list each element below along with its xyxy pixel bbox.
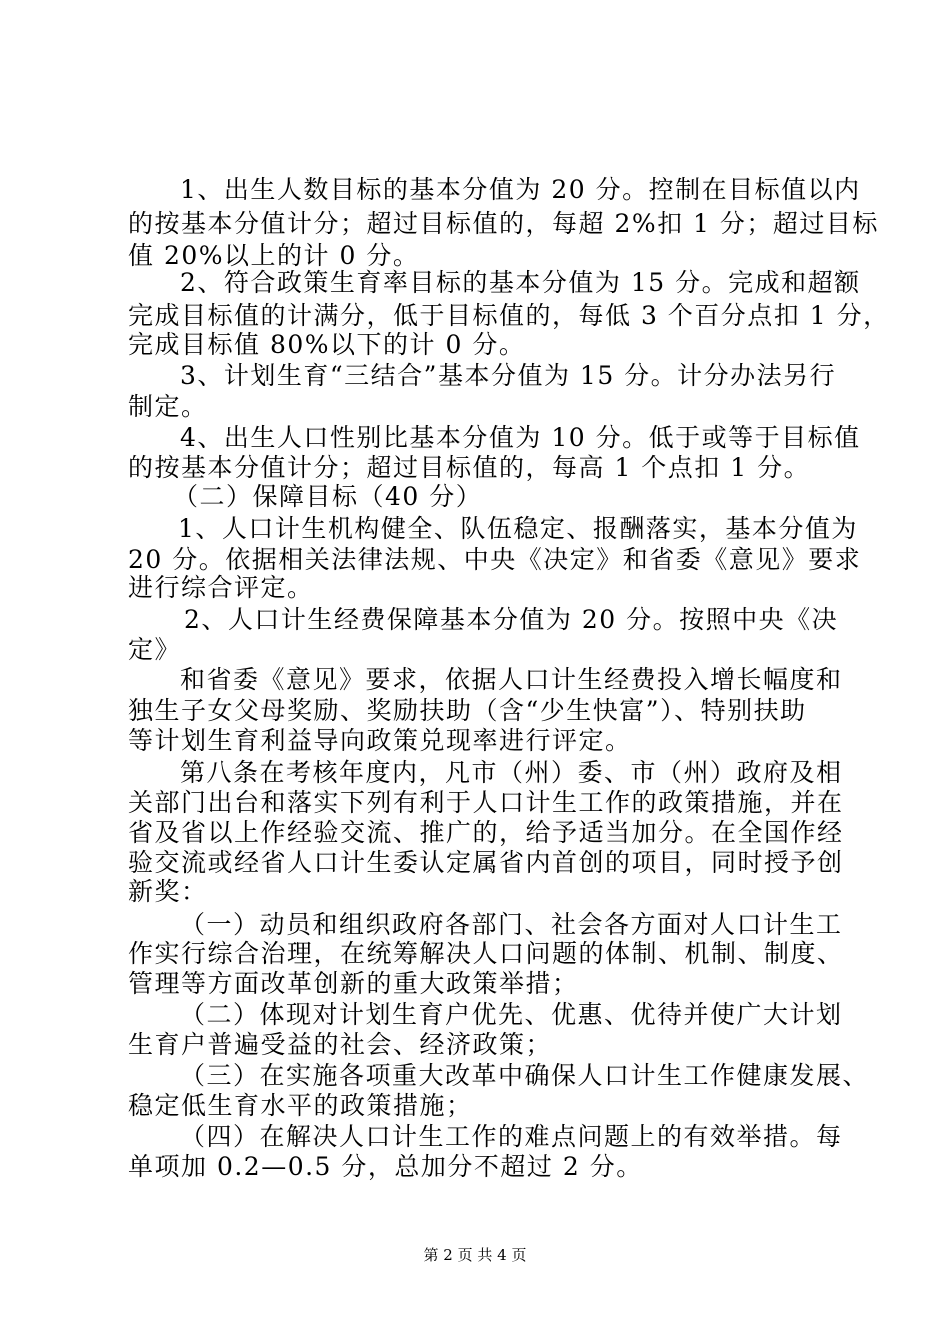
text-line: 等计划生育利益导向政策兑现率进行评定。 bbox=[128, 726, 632, 755]
text-line: 新奖： bbox=[128, 877, 208, 906]
text-line: 生育户普遍受益的社会、经济政策； bbox=[128, 1030, 553, 1059]
text-line: 制定。 bbox=[128, 392, 208, 421]
text-line: 20 分。依据相关法律法规、中央《决定》和省委《意见》要求 bbox=[128, 545, 862, 574]
text-line: 定》 bbox=[128, 635, 182, 664]
text-line: 作实行综合治理，在统筹解决人口问题的体制、机制、制度、 bbox=[128, 939, 844, 968]
text-line: 单项加 0.2—0.5 分，总加分不超过 2 分。 bbox=[128, 1152, 643, 1181]
text-line: 2、符合政策生育率目标的基本分值为 15 分。完成和超额 bbox=[180, 268, 861, 297]
text-line: 独生子女父母奖励、奖励扶助（含“少生快富”）、特别扶助 bbox=[128, 696, 807, 725]
text-line: 关部门出台和落实下列有利于人口计生工作的政策措施，并在 bbox=[128, 788, 844, 817]
text-line: 省及省以上作经验交流、推广的，给予适当加分。在全国作经 bbox=[128, 818, 844, 847]
text-line: 3、计划生育“三结合”基本分值为 15 分。计分办法另行 bbox=[180, 361, 837, 390]
text-line: 的按基本分值计分；超过目标值的，每超 2%扣 1 分；超过目标 bbox=[128, 209, 879, 238]
text-line: （二）体现对计划生育户优先、优惠、优待并使广大计划 bbox=[180, 1000, 843, 1029]
section-heading: （二）保障目标（40 分） bbox=[173, 482, 483, 511]
text-line: 完成目标值的计满分，低于目标值的，每低 3 个百分点扣 1 分， bbox=[128, 301, 890, 330]
text-line: 稳定低生育水平的政策措施； bbox=[128, 1091, 473, 1120]
text-line: 的按基本分值计分；超过目标值的，每高 1 个点扣 1 分。 bbox=[128, 453, 811, 482]
text-line: 1、人口计生机构健全、队伍稳定、报酬落实，基本分值为 bbox=[178, 514, 858, 543]
text-line: 和省委《意见》要求，依据人口计生经费投入增长幅度和 bbox=[180, 665, 843, 694]
text-line: 管理等方面改革创新的重大政策举措； bbox=[128, 969, 579, 998]
text-line: （一）动员和组织政府各部门、社会各方面对人口计生工 bbox=[180, 910, 843, 939]
text-line: 2、人口计生经费保障基本分值为 20 分。按照中央《决 bbox=[184, 605, 839, 634]
text-line: 值 20%以上的计 0 分。 bbox=[128, 241, 420, 270]
text-line: 完成目标值 80%以下的计 0 分。 bbox=[128, 330, 526, 359]
text-line: 4、出生人口性别比基本分值为 10 分。低于或等于目标值 bbox=[180, 423, 861, 452]
text-line: （三）在实施各项重大改革中确保人口计生工作健康发展、 bbox=[180, 1061, 870, 1090]
text-line: 进行综合评定。 bbox=[128, 573, 314, 602]
text-line: （四）在解决人口计生工作的难点问题上的有效举措。每 bbox=[180, 1122, 843, 1151]
text-line: 1、出生人数目标的基本分值为 20 分。控制在目标值以内 bbox=[180, 175, 861, 204]
text-line: 验交流或经省人口计生委认定属省内首创的项目，同时授予创 bbox=[128, 848, 844, 877]
text-line: 第八条在考核年度内，凡市（州）委、市（州）政府及相 bbox=[180, 758, 843, 787]
page-number: 第 2 页 共 4 页 bbox=[423, 1246, 527, 1264]
